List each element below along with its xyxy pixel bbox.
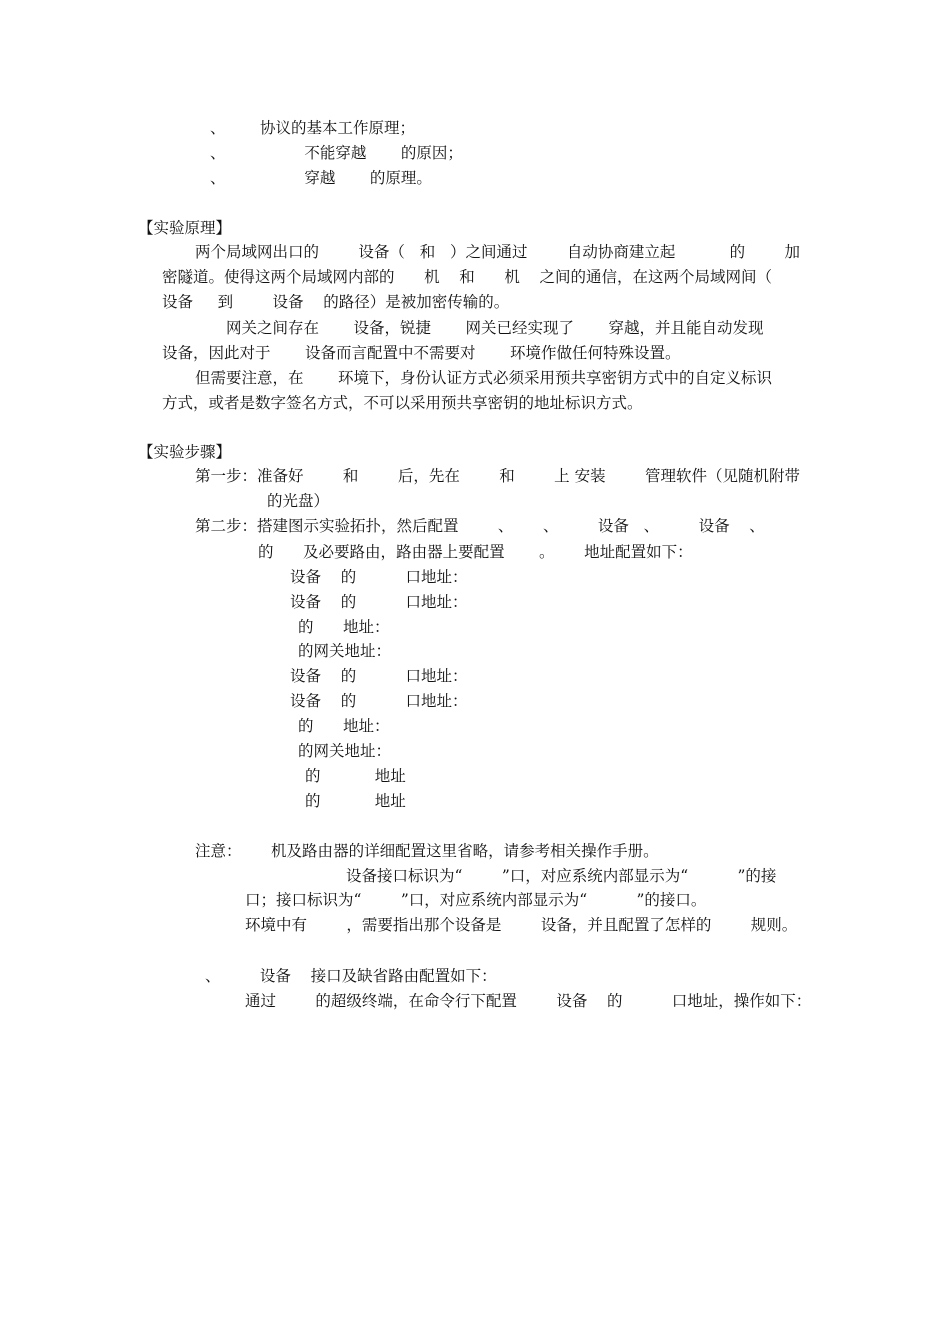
principle-para-1-line-3: 设备 到 设备 的路径）是被加密传输的。: [162, 293, 510, 311]
address-item: 设备 的 口地址：: [290, 692, 468, 710]
address-item: 的 地址：: [298, 618, 390, 636]
step-1-line-2: 的光盘）: [267, 492, 330, 510]
section-heading-principle: 【实验原理】: [138, 219, 232, 237]
note-line-1: 注意： 机及路由器的详细配置这里省略，请参考相关操作手册。: [195, 842, 659, 860]
objective-item-2: 、 不能穿越 的原因；: [210, 144, 463, 162]
address-item: 设备 的 口地址：: [290, 667, 468, 685]
address-item: 设备 的 口地址：: [290, 593, 468, 611]
address-item: 的 地址: [305, 792, 406, 810]
principle-para-2-line-1: 网关之间存在 设备，锐捷 网关已经实现了 穿越，并且能自动发现: [226, 319, 764, 337]
note-line-3: 口；接口标识为“ ”口，对应系统内部显示为“ ”的接口。: [245, 891, 707, 909]
address-item: 设备 的 口地址：: [290, 568, 468, 586]
principle-para-1-line-1: 两个局域网出口的 设备（ 和 ）之间通过 自动协商建立起 的 加: [195, 243, 801, 261]
step-2-line-2: 的 及必要路由，路由器上要配置 。 地址配置如下：: [258, 543, 693, 561]
step-2-line-1: 第二步：搭建图示实验拓扑，然后配置 、 、 设备 、 设备 、: [195, 517, 765, 535]
address-item: 的网关地址：: [298, 742, 392, 760]
note-line-2: 设备接口标识为“ ”口，对应系统内部显示为“ ”的接: [346, 867, 777, 885]
objective-item-3: 、 穿越 的原理。: [210, 169, 432, 187]
address-item: 的网关地址：: [298, 642, 392, 660]
principle-para-3-line-2: 方式，或者是数字签名方式，不可以采用预共享密钥的地址标识方式。: [162, 394, 643, 412]
objective-item-1: 、 协议的基本工作原理；: [210, 119, 415, 137]
note-line-4: 环境中有 ，需要指出那个设备是 设备，并且配置了怎样的 规则。: [245, 916, 798, 934]
address-item: 的 地址: [305, 767, 406, 785]
principle-para-2-line-2: 设备，因此对于 设备而言配置中不需要对 环境作做任何特殊设置。: [162, 344, 681, 362]
address-item: 的 地址：: [298, 717, 390, 735]
config-step-line: 通过 的超级终端，在命令行下配置 设备 的 口地址，操作如下：: [245, 992, 812, 1010]
step-1-line-1: 第一步：准备好 和 后，先在 和 上 安装 管理软件（见随机附带: [195, 467, 801, 485]
principle-para-1-line-2: 密隧道。使得这两个局域网内部的 机 和 机 之间的通信，在这两个局域网间（: [162, 268, 773, 286]
principle-para-3-line-1: 但需要注意，在 环境下，身份认证方式必须采用预共享密钥方式中的自定义标识: [195, 369, 772, 387]
config-step-heading: 、 设备 接口及缺省路由配置如下：: [205, 967, 497, 985]
section-heading-steps: 【实验步骤】: [138, 443, 232, 461]
